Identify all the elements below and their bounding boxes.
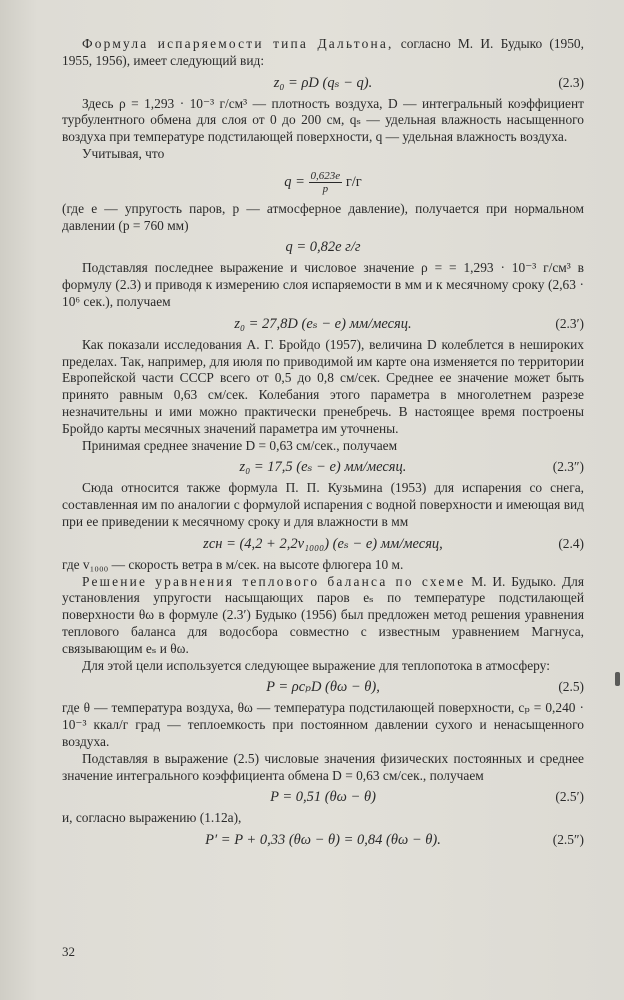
equation-2-5: P = ρcₚD (θω − θ), (2.5) [62, 676, 584, 698]
paragraph-where-e: (где e — упругость паров, p — атмосферное давление), получается при нормальном давлении (p = 760 мм) [62, 200, 584, 233]
section-heading-heat-balance: Решение уравнения теплового баланса по схеме [82, 573, 466, 589]
paragraph-kuzmin: Сюда относится также формула П. П. Кузьмина (1953) для испарения со снега, составленная им по аналогии с формулой испарения с водной поверхности и имеющая вид при ее приведении к месячному сроку и для влажности в мм [62, 480, 584, 529]
equation-number: (2.5″) [552, 832, 584, 848]
equation-2-5-double-prime: P′ = P + 0,33 (θω − θ) = 0,84 (θω − θ). (2.5″) [62, 829, 584, 851]
equation-2-3-double-prime: z₀ = 17,5 (eₛ − e) мм/месяц. (2.3″) [62, 456, 584, 478]
fraction: $\frac{0,623e}{p}$ [310, 169, 341, 195]
equation-number: (2.3) [558, 74, 584, 90]
paragraph-wind-speed: где v₁₀₀₀ — скорость ветра в м/сек. на высоте флюгера 10 м. [62, 556, 404, 572]
equation-q-fraction: q = $\frac{0,623e}{p}$ г/г [284, 169, 362, 195]
paragraph-broido: Как показали исследования А. Г. Бройдо (1957), величина D колеблется в неширoких пределах. Так, например, для июля по приводимой им карте она изменяется по территории Европейской части СССР всего от 0,5 до 0,8 см/сек. Среднее ее значение может быть принято равным 0,63 см/сек. Колебания этого параметра в многолетнем разрезе незначительны и ими можно практически пренебречь. В настоящее время построены Бройдо карты месячных значений параметра им уточнены. [62, 336, 584, 436]
scan-artifact [615, 672, 620, 686]
paragraph-according: и, согласно выражению (1.12a), [62, 810, 242, 826]
section-heading-dalton: Формула испаряемости типа Дальтона, [82, 36, 394, 51]
paragraph-substituting: Подставляя последнее выражение и числовое значение ρ = = 1,293 · 10⁻³ г/см³ в формулу (2.3) и приводя к измерению слоя испаряемости в мм и к месячному сроку (2,63 · 10⁶ сек.), получаем [62, 260, 584, 309]
paragraph-heat-balance: Решение уравнения теплового баланса по схеме М. И. Будыко. Для установления упругости насыщающих паров eₛ по температуре подстилающей поверхности θω в формуле (2.3′) Будыко (1956) был предложен метод решения уравнения теплового баланса для водосбора совместно с известным уравнением Магнуса, связывающим eₛ и θω. [62, 573, 584, 656]
paragraph-mean-value: Принимая среднее значение D = 0,63 см/сек., получаем [82, 437, 398, 453]
equation-2-3-prime: z₀ = 27,8D (eₛ − e) мм/месяц. (2.3′) [62, 313, 584, 335]
paragraph-theta-definitions: где θ — температура воздуха, θω — температура подстилающей поверхности, cₚ = 0,240 · 10⁻³ ккал/г град — теплоемкость при постоянном давлении сухого и ненасыщенного воздуха. [62, 700, 584, 749]
paragraph-heat-flux: Для этой цели используется следующее выражение для теплопотока в атмосферу: [82, 657, 550, 673]
equation-2-3: z₀ = ρD (qₛ − q). (2.3) [62, 72, 584, 94]
equation-2-4: zсн = (4,2 + 2,2v₁₀₀₀) (eₛ − e) мм/месяц, (2.4) [62, 533, 584, 555]
paragraph-considering: Учитывая, что [82, 145, 165, 161]
paragraph-physical-constants: Подставляя в выражение (2.5) числовые значения физических постоянных и среднее значение интегрального коэффициента обмена D = 0,63 см/сек., получаем [62, 750, 584, 783]
equation-number: (2.3′) [555, 315, 584, 331]
page-content [62, 36, 584, 851]
equation-2-5-prime: P = 0,51 (θω − θ) (2.5′) [62, 786, 584, 808]
equation-number: (2.5′) [555, 789, 584, 805]
page-number: 32 [62, 944, 75, 959]
equation-number: (2.3″) [552, 459, 584, 475]
paragraph-dalton-formula: Формула испаряемости типа Дальтона, согласно М. И. Будыко (1950, 1955, 1956), имеет следующий вид: [62, 36, 584, 68]
paragraph-definitions: Здесь ρ = 1,293 · 10⁻³ г/см³ — плотность воздуха, D — интегральный коэффициент турбулентного обмена для слоя от 0 до 200 см, qₛ — удельная влажность насыщенного воздуха при температуре подстилающей поверхности, q — удельная влажность воздуха. [62, 95, 584, 145]
equation-number: (2.5) [558, 679, 584, 695]
equation-number: (2.4) [558, 535, 584, 551]
equation-q-normal: q = 0,82e г/г [285, 239, 361, 256]
